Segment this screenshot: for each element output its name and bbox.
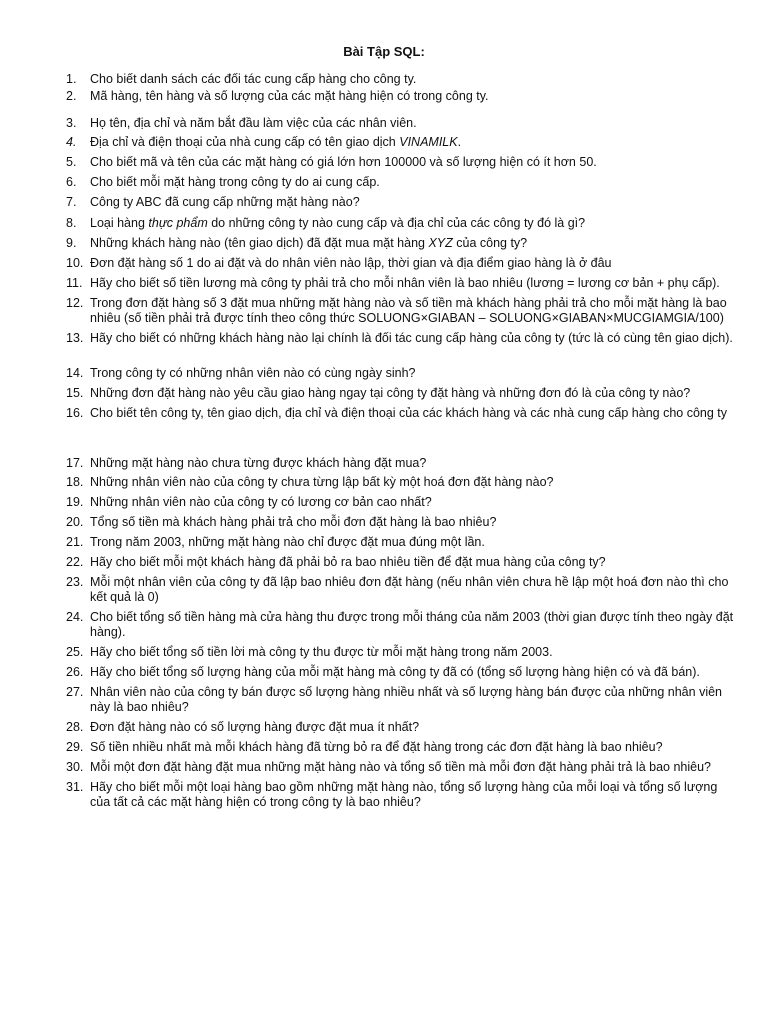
item-text: Họ tên, địa chỉ và năm bắt đầu làm việc của các nhân viên. [90,116,417,130]
list-item [66,475,736,490]
item-text: Đơn đặt hàng số 1 do ai đặt và do nhân viên nào lập, thời gian và địa điểm giao hàng là ở đâu [90,256,612,270]
item-number: 16. [66,406,84,420]
list-item [66,276,736,291]
list-item [66,386,736,401]
item-text-part: Những khách hàng nào (tên giao dịch) đã đặt mua mặt hàng [90,236,429,250]
item-text: Những nhân viên nào của công ty chưa từng lập bất kỳ một hoá đơn đặt hàng nào? [90,475,554,489]
list-item [66,780,736,809]
item-number: 9. [66,236,77,250]
item-number: 28. [66,720,84,734]
item-number: 21. [66,535,84,549]
list-item [66,515,736,530]
item-text: Trong công ty có những nhân viên nào có cùng ngày sinh? [90,366,416,380]
list-item [66,535,736,550]
list-item [66,456,736,471]
item-text: Những mặt hàng nào chưa từng được khách hàng đặt mua? [90,456,427,470]
item-text: Nhân viên nào của công ty bán được số lượng hàng nhiều nhất và số lượng hàng bán được của những nhân viên này là bao nhiêu? [90,685,722,714]
list-item [66,195,736,210]
item-number: 18. [66,475,84,489]
list-item [66,216,736,231]
item-number: 23. [66,575,84,589]
list-item [66,575,736,604]
list-item [66,685,736,714]
list-item [66,116,736,131]
list-item [66,665,736,680]
item-number: 15. [66,386,84,400]
item-text: Mỗi một đơn đặt hàng đặt mua những mặt hàng nào và tổng số tiền mà mỗi đơn đặt hàng phải trả là bao nhiêu? [90,760,712,774]
item-text [90,135,736,150]
item-text: Trong năm 2003, những mặt hàng nào chỉ được đặt mua đúng một lần. [90,535,485,549]
list-item [66,645,736,660]
item-text-part: . [457,135,462,149]
item-number: 22. [66,555,84,569]
list-item [66,236,736,251]
list-item [66,331,736,346]
list-item [66,760,736,775]
item-text: Số tiền nhiều nhất mà mỗi khách hàng đã từng bỏ ra để đặt hàng trong các đơn đặt hàng là bao nhiêu? [90,740,663,754]
item-text-part: do những công ty nào cung cấp và địa chỉ của các công ty đó là gì? [207,216,586,230]
item-text: Tổng số tiền mà khách hàng phải trả cho mỗi đơn đặt hàng là bao nhiêu? [90,515,497,529]
item-text [90,236,736,251]
item-text: Hãy cho biết tổng số lượng hàng của mỗi mặt hàng mà công ty đã có (tổng số lượng hàng hiện có và đã bán). [90,665,700,679]
list-item [66,89,736,104]
list-item [66,406,736,421]
item-number: 14. [66,366,84,380]
item-text: Cho biết tổng số tiền hàng mà cửa hàng thu được trong mỗi tháng của năm 2003 (thời gian được tính theo ngày đặt hàng). [90,610,734,639]
item-text: Cho biết mỗi mặt hàng trong công ty do ai cung cấp. [90,175,380,189]
list-item [66,256,736,271]
list-item [66,610,736,639]
item-text: Cho biết danh sách các đối tác cung cấp hàng cho công ty. [90,72,417,86]
item-number: 26. [66,665,84,679]
item-number: 2. [66,89,77,103]
item-number: 7. [66,195,77,209]
list-item [66,720,736,735]
item-number: 19. [66,495,84,509]
item-number: 29. [66,740,84,754]
item-text: Trong đơn đặt hàng số 3 đặt mua những mặt hàng nào và số tiền mà khách hàng phải trả cho mỗi mặt hàng là bao nhiêu (số tiền phải trả được tính theo công thức SOLUONG×GIABAN – SOLUONG×GIABAN×MUCGIAMGIA/100) [90,296,727,325]
item-number: 17. [66,456,84,470]
item-number: 20. [66,515,84,529]
item-text: Mỗi một nhân viên của công ty đã lập bao nhiêu đơn đặt hàng (nếu nhân viên chưa hề lập một hoá đơn nào thì cho kết quả là 0) [90,575,729,604]
item-text: Mã hàng, tên hàng và số lượng của các mặt hàng hiện có trong công ty. [90,89,489,103]
item-number: 30. [66,760,84,774]
list-item [66,495,736,510]
item-number: 3. [66,116,77,130]
page-title: Bài Tập SQL: [343,44,425,59]
item-number: 31. [66,780,84,794]
item-text: Những đơn đặt hàng nào yêu cầu giao hàng ngay tại công ty đặt hàng và những đơn đó là của công ty nào? [90,386,691,400]
list-item [66,296,736,325]
list-item [66,72,736,87]
item-number: 27. [66,685,84,699]
list-item [66,366,736,381]
item-text-emphasis: thực phẩm [148,216,208,230]
item-number: 1. [66,72,77,86]
item-text: Những nhân viên nào của công ty có lương cơ bản cao nhất? [90,495,432,509]
item-text: Hãy cho biết mỗi một loại hàng bao gồm những mặt hàng nào, tổng số lượng hàng của mỗi loại và tổng số lượng của tất cả các mặt hàng hiện có trong công ty là bao nhiêu? [90,780,718,809]
item-number: 10. [66,256,84,270]
item-text-part: Loại hàng [90,216,149,230]
list-item [66,555,736,570]
item-number: 6. [66,175,77,189]
item-number: 13. [66,331,84,345]
list-item [66,175,736,190]
item-text: Hãy cho biết mỗi một khách hàng đã phải bỏ ra bao nhiêu tiền để đặt mua hàng của công ty? [90,555,606,569]
item-number: 11. [66,276,83,290]
item-text: Hãy cho biết số tiền lương mà công ty phải trả cho mỗi nhân viên là bao nhiêu (lương = lương cơ bản + phụ cấp). [90,276,720,290]
item-text: Đơn đặt hàng nào có số lượng hàng được đặt mua ít nhất? [90,720,420,734]
item-number: 4. [66,135,77,149]
item-text: Hãy cho biết có những khách hàng nào lại chính là đối tác cung cấp hàng của công ty (tức là có cùng tên giao dịch). [90,331,733,345]
list-item [66,135,736,150]
item-text-part: Địa chỉ và điện thoại của nhà cung cấp có tên giao dịch [90,135,400,149]
list-item [66,155,736,170]
item-text: Cho biết mã và tên của các mặt hàng có giá lớn hơn 100000 và số lượng hiện có ít hơn 50. [90,155,597,169]
item-text-emphasis: VINAMILK [399,135,458,149]
item-text: Công ty ABC đã cung cấp những mặt hàng nào? [90,195,360,209]
item-number: 12. [66,296,84,310]
item-number: 5. [66,155,77,169]
item-text-part: của công ty? [452,236,528,250]
item-text-emphasis: XYZ [428,236,453,250]
item-number: 24. [66,610,84,624]
item-text: Cho biết tên công ty, tên giao dịch, địa chỉ và điện thoại của các khách hàng và các nhà cung cấp hàng cho công ty [90,406,727,420]
item-number: 8. [66,216,77,230]
item-text [90,216,736,231]
item-text: Hãy cho biết tổng số tiền lời mà công ty thu được từ mỗi mặt hàng trong năm 2003. [90,645,553,659]
item-number: 25. [66,645,84,659]
list-item [66,740,736,755]
